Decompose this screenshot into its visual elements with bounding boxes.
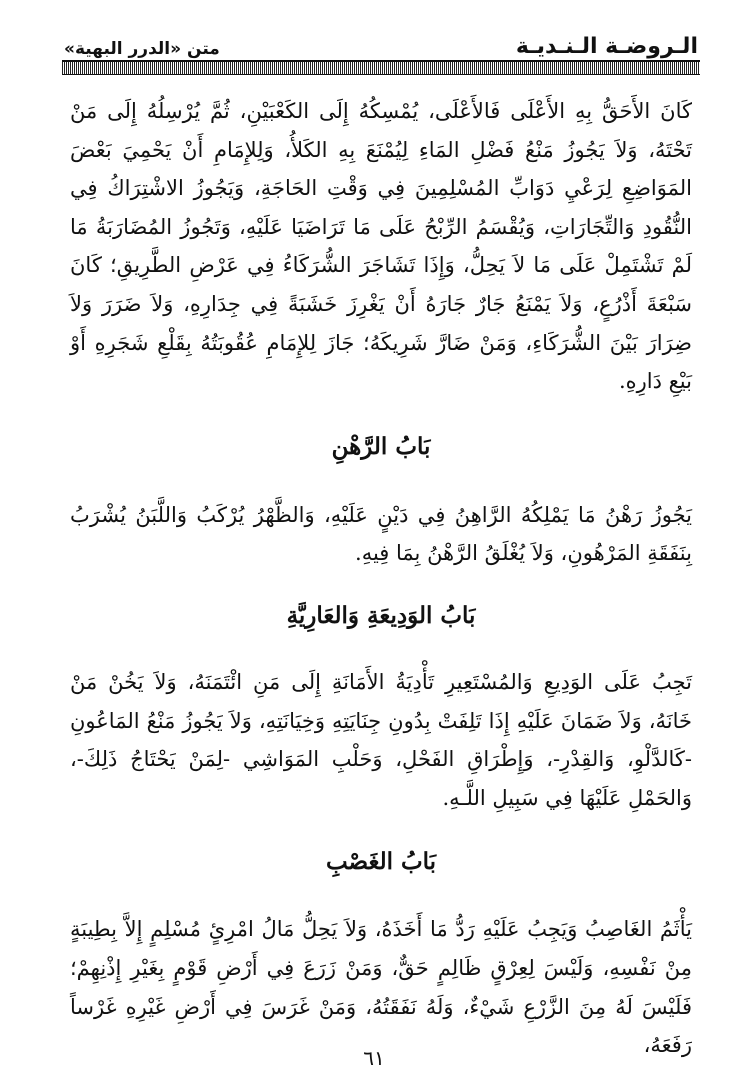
- section-title: متن «الدرر البهية»: [64, 39, 220, 59]
- paragraph-usurpation: يَأْثَمُ الغَاصِبُ وَيَجِبُ عَلَيْهِ رَدُّ مَا أَخَذَهُ، وَلاَ يَحِلُّ مَالُ امْرِئٍ مُسْلِمٍ إِلاَّ بِطِيبَةٍ مِنْ نَفْسِهِ، وَلَيْسَ لِعِرْقٍ ظَالِمٍ حَقٌّ، وَمَنْ زَرَعَ فِي أَرْضِ قَوْمٍ بِغَيْرِ إِذْنِهِمْ؛ فَلَيْسَ لَهُ مِنَ الزَّرْعِ شَيْءٌ، وَلَهُ نَفَقَتُهُ، وَمَنْ غَرَسَ فِي أَرْضِ غَيْرِهِ غَرْساً رَفَعَهُ،: [70, 917, 692, 1058]
- running-head: [64, 24, 698, 58]
- heading-deposit-loan: بَابُ الوَدِيعَةِ وَالعَارِيَّةِ: [286, 601, 476, 629]
- heading-pledge: بَابُ الرَّهْنِ: [331, 432, 431, 460]
- page-body: [70, 88, 692, 1065]
- page-number: ٦١: [363, 1046, 385, 1070]
- heading-usurpation: بَابُ الغَصْبِ: [325, 848, 437, 876]
- paragraph-partnership: كَانَ الأَحَقُّ بِهِ الأَعْلَى فَالأَعْلَى، يُمْسِكُهُ إِلَى الكَعْبَيْنِ، ثُمَّ يُرْسِلُهُ إِلَى مَنْ تَحْتَهُ، وَلاَ يَجُوزُ مَنْعُ فَضْلِ المَاءِ لِيُمْنَعَ بِهِ الكَلأُ، وَلِلإِمَامِ أَنْ يَحْمِيَ بَعْضَ المَوَاضِعِ لِرَعْيِ دَوَابِّ المُسْلِمِينَ فِي وَقْتِ الحَاجَةِ، وَيَجُوزُ الاشْتِرَاكُ فِي النُّقُودِ وَالتِّجَارَاتِ، وَيُقْسَمُ الرِّبْحُ عَلَى مَا تَرَاضَيَا عَلَيْهِ، وَتَجُوزُ المُضَارَبَةُ مَا لَمْ تَشْتَمِلْ عَلَى مَا لاَ يَحِلُّ، وَإِذَا تَشَاجَرَ الشُّرَكَاءُ فِي عَرْضِ الطَّرِيقِ؛ كَانَ سَبْعَةَ أَذْرُعٍ، وَلاَ يَمْنَعُ جَارٌ جَارَهُ أَنْ يَغْرِزَ خَشَبَةً فِي جِدَارِهِ، وَلاَ ضَرَرَ وَلاَ ضِرَارَ بَيْنَ الشُّرَكَاءِ، وَمَنْ ضَارَّ شَرِيكَهُ؛ جَازَ لِلإِمَامِ عُقُوبَتُهُ بِقَلْعِ شَجَرِهِ أَوْ بَيْعِ دَارِهِ.: [70, 99, 692, 394]
- book-title: الـروضـة الـنـديـة: [515, 34, 698, 59]
- paragraph-deposit-loan: تَجِبُ عَلَى الوَدِيعِ وَالمُسْتَعِيرِ تَأْدِيَةُ الأَمَانَةِ إِلَى مَنِ ائْتَمَنَهُ، وَلاَ يَخُنْ مَنْ خَانَهُ، وَلاَ ضَمَانَ عَلَيْهِ إِذَا تَلِفَتْ بِدُونِ جِنَايَتِهِ وَخِيَانَتِهِ، وَلاَ يَجُوزُ مَنْعُ المَاعُونِ -كَالدَّلْوِ، وَالقِدْرِ-، وَإِطْرَاقِ الفَحْلِ، وَحَلْبِ المَوَاشِي -لِمَنْ يَحْتَاجُ ذَلِكَ-، وَالحَمْلِ عَلَيْهَا فِي سَبِيلِ اللَّـهِ.: [70, 669, 692, 810]
- paragraph-pledge: يَجُوزُ رَهْنُ مَا يَمْلِكُهُ الرَّاهِنُ فِي دَيْنٍ عَلَيْهِ، وَالظَّهْرُ يُرْكَبُ وَاللَّبَنُ يُشْرَبُ بِنَفَقَةِ المَرْهُونِ، وَلاَ يُغْلَقُ الرَّهْنُ بِمَا فِيهِ.: [70, 502, 692, 566]
- header-rule: [62, 60, 700, 75]
